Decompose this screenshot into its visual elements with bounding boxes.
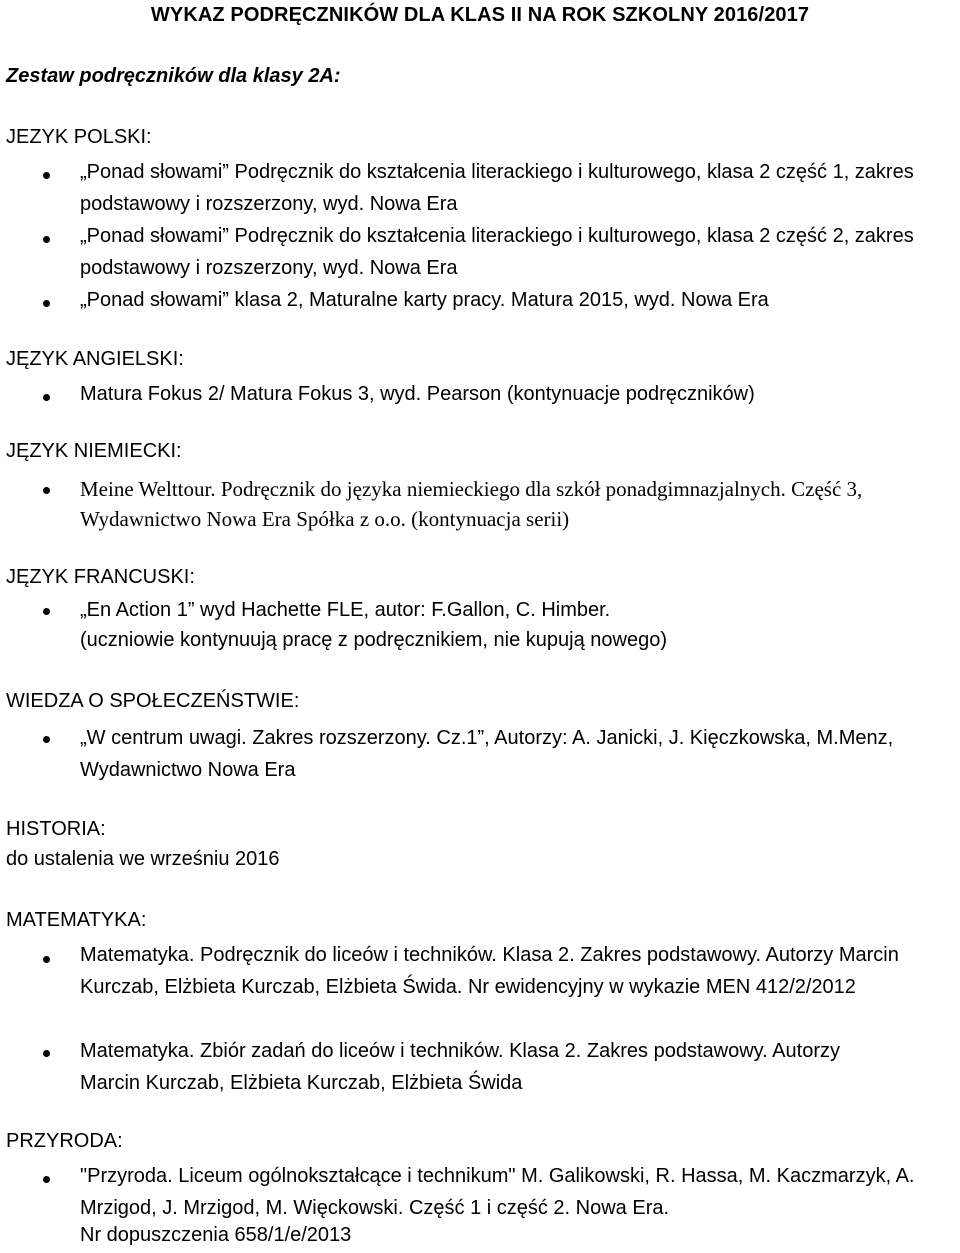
heading-polski: JEZYK POLSKI: — [6, 126, 152, 148]
class-set-subtitle: Zestaw podręczników dla klasy 2A: — [6, 65, 341, 87]
bullet-icon — [43, 1176, 50, 1183]
bullet-icon — [43, 394, 50, 401]
francuski-note: (uczniowie kontynuują pracę z podręcznikiem, nie kupują nowego) — [80, 629, 667, 651]
list-item-polski-3: „Ponad słowami” klasa 2, Maturalne karty pracy. Matura 2015, wyd. Nowa Era — [80, 289, 769, 311]
heading-niemiecki: JĘZYK NIEMIECKI: — [6, 440, 182, 462]
bullet-icon — [43, 487, 50, 494]
list-item-niemiecki: Meine Welttour. Podręcznik do języka niemieckiego dla szkół ponadgimnazjalnych. Część 3, Wydawnictwo Nowa Era Spółka z o.o. (kontynuacja serii) — [80, 477, 863, 531]
list-item-polski-2: „Ponad słowami” Podręcznik do kształcenia literackiego i kulturowego, klasa 2 część 2, zakres podstawowy i rozszerzony, wyd. Nowa Era — [80, 225, 914, 279]
bullet-icon — [43, 236, 50, 243]
heading-angielski: JĘZYK ANGIELSKI: — [6, 348, 184, 370]
heading-przyroda: PRZYRODA: — [6, 1130, 123, 1152]
heading-francuski: JĘZYK FRANCUSKI: — [6, 566, 195, 588]
heading-historia: HISTORIA: — [6, 818, 106, 840]
document-title: WYKAZ PODRĘCZNIKÓW DLA KLAS II NA ROK SZKOLNY 2016/2017 — [150, 4, 810, 26]
bullet-icon — [43, 736, 50, 743]
list-item-matematyka-1: Matematyka. Podręcznik do liceów i techników. Klasa 2. Zakres podstawowy. Autorzy Marcin Kurczab, Elżbieta Kurczab, Elżbieta Świda. Nr ewidencyjny w wykazie MEN 412/2/2012 — [80, 944, 899, 998]
list-item-polski-1: „Ponad słowami” Podręcznik do kształcenia literackiego i kulturowego, klasa 2 część 1, zakres podstawowy i rozszerzony, wyd. Nowa Era — [80, 161, 914, 215]
bullet-icon — [43, 608, 50, 615]
heading-matematyka: MATEMATYKA: — [6, 909, 147, 931]
list-item-francuski: „En Action 1” wyd Hachette FLE, autor: F.Gallon, C. Himber. — [80, 599, 611, 621]
bullet-icon — [43, 956, 50, 963]
list-item-przyroda: "Przyroda. Liceum ogólnokształcące i technikum" M. Galikowski, R. Hassa, M. Kaczmarzyk, A. Mrzigod, J. Mrzigod, M. Więckowski. Część 1 i część 2. Nowa Era. — [80, 1165, 915, 1219]
bullet-icon — [43, 1050, 50, 1057]
bullet-icon — [43, 172, 50, 179]
przyroda-note: Nr dopuszczenia 658/1/e/2013 — [80, 1224, 352, 1246]
list-item-wos: „W centrum uwagi. Zakres rozszerzony. Cz.1”, Autorzy: A. Janicki, J. Kięczkowska, M.Menz, Wydawnictwo Nowa Era — [80, 727, 894, 781]
bullet-icon — [43, 300, 50, 307]
list-item-angielski: Matura Fokus 2/ Matura Fokus 3, wyd. Pearson (kontynuacje podręczników) — [80, 383, 755, 405]
heading-wos: WIEDZA O SPOŁECZEŃSTWIE: — [6, 690, 300, 712]
list-item-matematyka-2: Matematyka. Zbiór zadań do liceów i techników. Klasa 2. Zakres podstawowy. Autorzy Marcin Kurczab, Elżbieta Kurczab, Elżbieta Świda — [80, 1040, 840, 1094]
historia-text: do ustalenia we wrześniu 2016 — [6, 848, 280, 870]
